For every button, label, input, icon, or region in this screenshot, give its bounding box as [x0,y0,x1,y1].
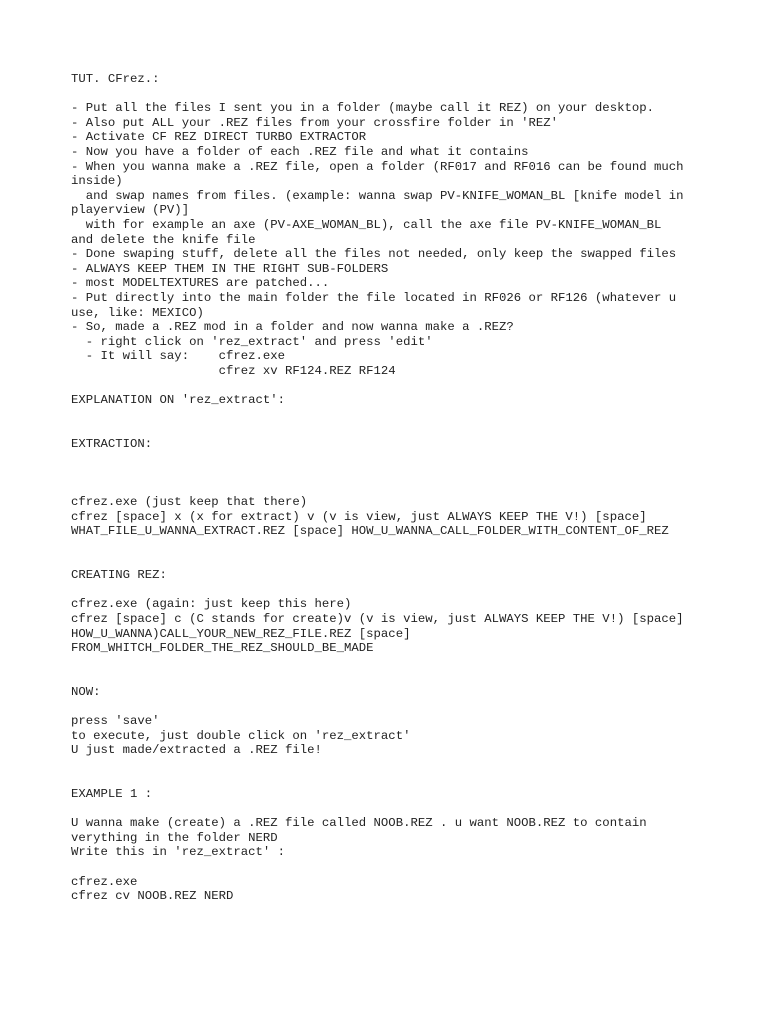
document-line: - right click on 'rez_extract' and press 'edit' [71,334,433,349]
document-line: use, like: MEXICO) [71,305,204,320]
document-body [71,72,711,904]
document-line: to execute, just double click on 'rez_extract' [71,728,411,743]
document-line [71,408,711,423]
document-line: cfrez.exe (just keep that there) [71,495,308,510]
document-line: and delete the knife file [71,232,256,247]
document-line [71,554,711,569]
document-line: - Put directly into the main folder the file located in RF026 or RF126 (whatever u [71,290,677,305]
document-line: EXAMPLE 1 : [71,787,153,802]
document-line: - Also put ALL your .REZ files from your crossfire folder in 'REZ' [71,115,559,130]
document-line: CREATING REZ: [71,568,167,583]
document-line: - Activate CF REZ DIRECT TURBO EXTRACTOR [71,130,367,145]
document-line: and swap names from files. (example: wanna swap PV-KNIFE_WOMAN_BL [knife model in [71,188,684,203]
document-line [71,773,711,788]
document-line [71,422,711,437]
document-line: playerview (PV)] [71,203,190,218]
document-line: WHAT_FILE_U_WANNA_EXTRACT.REZ [space] HOW_U_WANNA_CALL_FOLDER_WITH_CONTENT_OF_REZ [71,524,669,539]
document-line: cfrez xv RF124.REZ RF124 [71,363,396,378]
document-line: with for example an axe (PV-AXE_WOMAN_BL), call the axe file PV-KNIFE_WOMAN_BL [71,217,662,232]
document-line: - Put all the files I sent you in a folder (maybe call it REZ) on your desktop. [71,101,654,116]
document-line: - ALWAYS KEEP THEM IN THE RIGHT SUB-FOLDERS [71,261,389,276]
document-line [71,466,711,481]
document-line [71,378,711,393]
document-line: cfrez.exe (again: just keep this here) [71,597,352,612]
document-line: - most MODELTEXTURES are patched... [71,276,330,291]
document-line [71,656,711,671]
document-line: verything in the folder NERD [71,830,278,845]
document-line: press 'save' [71,714,160,729]
document-line: cfrez.exe [71,874,138,889]
document-line: TUT. CFrez.: [71,72,160,86]
document-line [71,583,711,598]
document-line: - Done swaping stuff, delete all the files not needed, only keep the swapped files [71,247,677,262]
document-line [71,87,711,102]
document-line [71,700,711,715]
document-line: HOW_U_WANNA)CALL_YOUR_NEW_REZ_FILE.REZ [space] [71,626,411,641]
document-line: - So, made a .REZ mod in a folder and now wanna make a .REZ? [71,320,514,335]
document-line: EXTRACTION: [71,436,153,451]
document-line: FROM_WHITCH_FOLDER_THE_REZ_SHOULD_BE_MADE [71,641,374,656]
document-line [71,758,711,773]
document-line: cfrez cv NOOB.REZ NERD [71,889,234,904]
document-line: NOW: [71,684,101,699]
document-line: U just made/extracted a .REZ file! [71,743,322,758]
document-line [71,451,711,466]
document-line: cfrez [space] c (C stands for create)v (v is view, just ALWAYS KEEP THE V!) [space] [71,611,684,626]
document-line: EXPLANATION ON 'rez_extract': [71,393,286,408]
document-line: - It will say: cfrez.exe [71,349,286,364]
document-line: - Now you have a folder of each .REZ file and what it contains [71,144,529,159]
document-line [71,670,711,685]
document-line: cfrez [space] x (x for extract) v (v is view, just ALWAYS KEEP THE V!) [space] [71,509,647,524]
document-line [71,539,711,554]
document-line: - When you wanna make a .REZ file, open a folder (RF017 and RF016 can be found much [71,159,684,174]
document-line: U wanna make (create) a .REZ file called NOOB.REZ . u want NOOB.REZ to contain [71,816,647,831]
document-line: Write this in 'rez_extract' : [71,845,286,860]
document-line: inside) [71,174,123,189]
document-line [71,802,711,817]
document-line [71,481,711,496]
document-line [71,860,711,875]
